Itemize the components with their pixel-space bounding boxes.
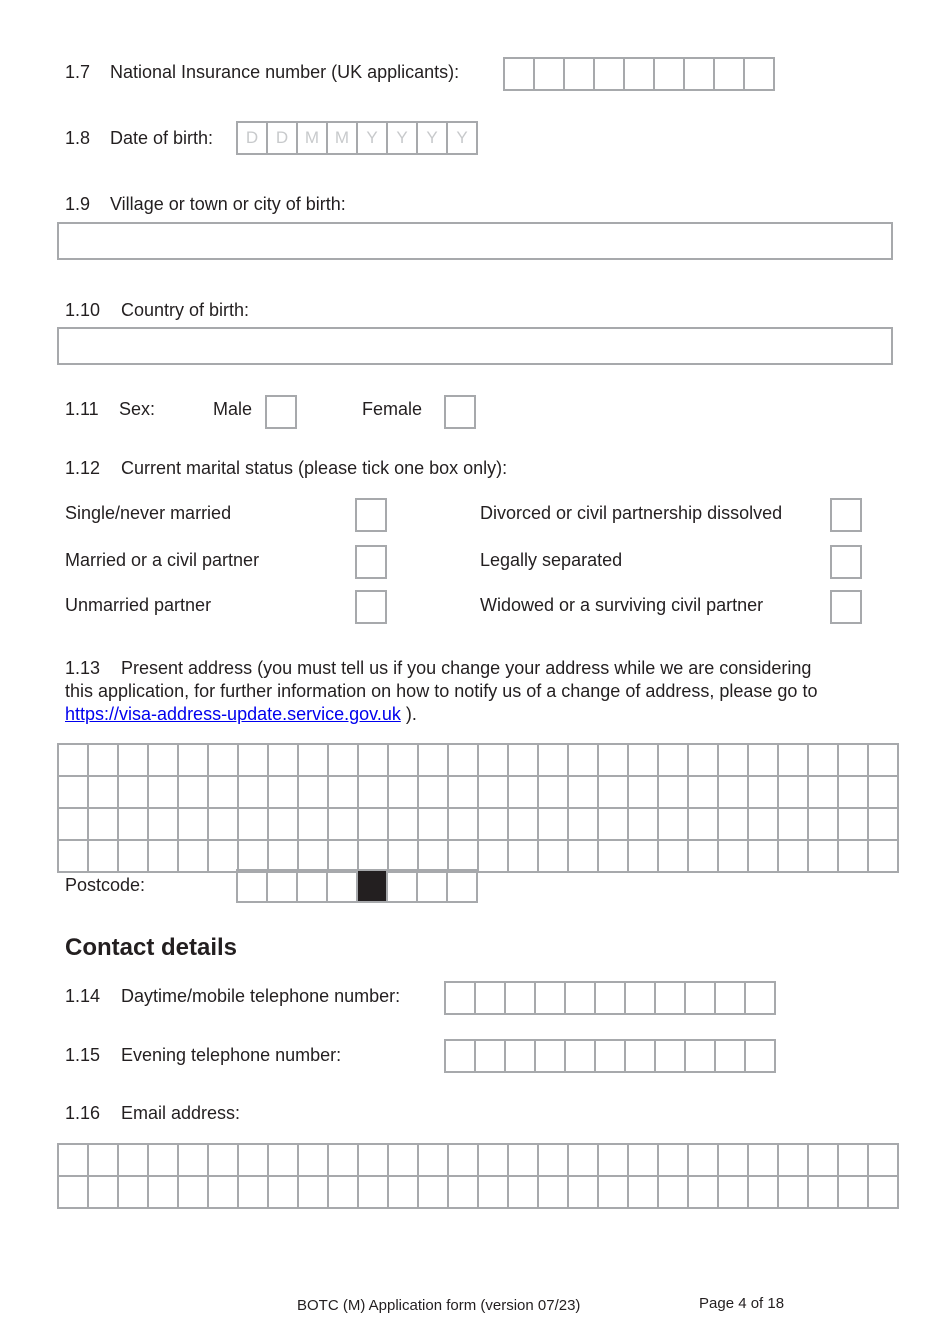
address-row-cell[interactable]: [539, 777, 569, 809]
ni-cell[interactable]: [655, 57, 685, 91]
address-row-cell[interactable]: [509, 809, 539, 841]
address-row-cell[interactable]: [629, 745, 659, 777]
email-row-cell[interactable]: [809, 1177, 839, 1209]
address-row-cell[interactable]: [149, 841, 179, 873]
address-grid[interactable]: [57, 743, 899, 873]
address-row-cell[interactable]: [89, 809, 119, 841]
email-row-cell[interactable]: [599, 1177, 629, 1209]
evening-phone-cell[interactable]: [476, 1039, 506, 1073]
address-row-cell[interactable]: [179, 777, 209, 809]
evening-phone-cell[interactable]: [716, 1039, 746, 1073]
address-row-cell[interactable]: [629, 777, 659, 809]
address-row-cell[interactable]: [569, 841, 599, 873]
email-row-cell[interactable]: [359, 1177, 389, 1209]
address-row-cell[interactable]: [419, 745, 449, 777]
address-row-cell[interactable]: [119, 841, 149, 873]
dob-day-cell[interactable]: D: [268, 121, 298, 155]
email-row-cell[interactable]: [299, 1145, 329, 1177]
male-label: Male: [213, 399, 253, 419]
address-row-cell[interactable]: [419, 777, 449, 809]
address-row-cell[interactable]: [719, 777, 749, 809]
email-row-cell[interactable]: [89, 1145, 119, 1177]
email-row-cell[interactable]: [779, 1145, 809, 1177]
email-row-cell[interactable]: [689, 1145, 719, 1177]
dob-year-cell[interactable]: Y: [418, 121, 448, 155]
address-row[interactable]: [59, 841, 899, 873]
address-row-cell[interactable]: [209, 809, 239, 841]
address-row-cell[interactable]: [869, 745, 899, 777]
email-row-cell[interactable]: [659, 1145, 689, 1177]
address-row-cell[interactable]: [569, 745, 599, 777]
address-row-cell[interactable]: [329, 777, 359, 809]
postcode-cell[interactable]: [268, 869, 298, 903]
address-row-cell[interactable]: [479, 777, 509, 809]
ni-cell[interactable]: [625, 57, 655, 91]
email-row-cell[interactable]: [869, 1177, 899, 1209]
address-update-link[interactable]: https://visa-address-update.service.gov.uk: [65, 704, 401, 724]
ni-cell[interactable]: [505, 57, 535, 91]
address-row-cell[interactable]: [269, 745, 299, 777]
address-row-cell[interactable]: [599, 809, 629, 841]
question-1-8-label: 1.8 Date of birth:: [65, 128, 214, 148]
address-row-cell[interactable]: [839, 777, 869, 809]
email-row-cell[interactable]: [839, 1177, 869, 1209]
evening-phone-input[interactable]: [444, 1039, 776, 1073]
address-row-cell[interactable]: [779, 809, 809, 841]
address-row-cell[interactable]: [749, 809, 779, 841]
address-row-cell[interactable]: [839, 745, 869, 777]
address-row-cell[interactable]: [539, 841, 569, 873]
address-row-cell[interactable]: [869, 841, 899, 873]
male-checkbox[interactable]: [265, 395, 297, 429]
email-row-cell[interactable]: [719, 1145, 749, 1177]
email-grid[interactable]: [57, 1143, 899, 1209]
postcode-cell[interactable]: [358, 869, 388, 903]
email-row-cell[interactable]: [149, 1177, 179, 1209]
female-checkbox[interactable]: [444, 395, 476, 429]
address-row-cell[interactable]: [359, 777, 389, 809]
ni-cell[interactable]: [565, 57, 595, 91]
address-row-cell[interactable]: [179, 809, 209, 841]
marital-married-checkbox[interactable]: [355, 545, 387, 579]
address-row-cell[interactable]: [599, 777, 629, 809]
address-row-cell[interactable]: [149, 777, 179, 809]
email-row-cell[interactable]: [749, 1177, 779, 1209]
dob-year-cell[interactable]: Y: [448, 121, 478, 155]
address-row-cell[interactable]: [179, 841, 209, 873]
email-row-cell[interactable]: [89, 1177, 119, 1209]
address-row-cell[interactable]: [719, 745, 749, 777]
daytime-phone-cell[interactable]: [536, 981, 566, 1015]
email-row-cell[interactable]: [359, 1145, 389, 1177]
address-row-cell[interactable]: [239, 745, 269, 777]
address-row-cell[interactable]: [539, 809, 569, 841]
address-row-cell[interactable]: [809, 777, 839, 809]
daytime-phone-cell[interactable]: [656, 981, 686, 1015]
dob-year-cell[interactable]: Y: [358, 121, 388, 155]
postcode-cell[interactable]: [418, 869, 448, 903]
email-row-cell[interactable]: [59, 1145, 89, 1177]
marital-divorced-checkbox[interactable]: [830, 498, 862, 532]
marital-married-label: Married or a civil partner: [65, 550, 260, 570]
contact-details-heading: Contact details: [65, 934, 238, 961]
email-row-cell[interactable]: [449, 1145, 479, 1177]
email-row-cell[interactable]: [419, 1145, 449, 1177]
address-row-cell[interactable]: [89, 777, 119, 809]
email-row-cell[interactable]: [539, 1145, 569, 1177]
email-row-cell[interactable]: [209, 1177, 239, 1209]
postcode-cell[interactable]: [388, 869, 418, 903]
email-row-cell[interactable]: [149, 1145, 179, 1177]
address-row-cell[interactable]: [59, 745, 89, 777]
address-row-cell[interactable]: [299, 745, 329, 777]
sex-label: Sex:: [119, 399, 156, 419]
marital-widowed-checkbox[interactable]: [830, 590, 862, 624]
ni-cell[interactable]: [745, 57, 775, 91]
email-row-cell[interactable]: [299, 1177, 329, 1209]
ni-cell[interactable]: [535, 57, 565, 91]
footer-form-name: BOTC (M) Application form (version 07/23): [297, 1297, 581, 1314]
email-row-cell[interactable]: [239, 1145, 269, 1177]
address-row-cell[interactable]: [449, 809, 479, 841]
address-row-cell[interactable]: [659, 809, 689, 841]
daytime-phone-cell[interactable]: [566, 981, 596, 1015]
dob-year-cell[interactable]: Y: [388, 121, 418, 155]
address-row-cell[interactable]: [749, 841, 779, 873]
postcode-cell[interactable]: [238, 869, 268, 903]
daytime-phone-cell[interactable]: [446, 981, 476, 1015]
address-row-cell[interactable]: [869, 809, 899, 841]
address-row-cell[interactable]: [359, 809, 389, 841]
marital-single-label: Single/never married: [65, 503, 232, 523]
address-row-cell[interactable]: [89, 841, 119, 873]
dob-day-cell[interactable]: D: [238, 121, 268, 155]
address-row-cell[interactable]: [209, 841, 239, 873]
email-row-cell[interactable]: [269, 1177, 299, 1209]
address-row-cell[interactable]: [239, 777, 269, 809]
address-row-cell[interactable]: [779, 777, 809, 809]
email-row-cell[interactable]: [839, 1145, 869, 1177]
evening-phone-cell[interactable]: [446, 1039, 476, 1073]
marital-unmarried-checkbox[interactable]: [355, 590, 387, 624]
address-row-cell[interactable]: [89, 745, 119, 777]
question-1-13-line2: this application, for further information on how to notify us of a change of address, please go to: [65, 681, 818, 701]
postcode-label: Postcode:: [65, 875, 146, 895]
address-row-cell[interactable]: [119, 809, 149, 841]
question-1-15-label: 1.15 Evening telephone number:: [65, 1045, 342, 1065]
evening-phone-cell[interactable]: [656, 1039, 686, 1073]
daytime-phone-cell[interactable]: [476, 981, 506, 1015]
address-row-cell[interactable]: [389, 777, 419, 809]
email-row-cell[interactable]: [179, 1177, 209, 1209]
ni-cell[interactable]: [685, 57, 715, 91]
question-1-16-label: 1.16 Email address:: [65, 1103, 241, 1123]
email-row-cell[interactable]: [719, 1177, 749, 1209]
evening-phone-cell[interactable]: [566, 1039, 596, 1073]
address-row-cell[interactable]: [659, 777, 689, 809]
evening-phone-cell[interactable]: [596, 1039, 626, 1073]
country-of-birth-input[interactable]: [57, 327, 893, 365]
address-row-cell[interactable]: [209, 745, 239, 777]
address-row-cell[interactable]: [59, 777, 89, 809]
address-row-cell[interactable]: [479, 809, 509, 841]
address-row-cell[interactable]: [779, 745, 809, 777]
question-1-9-label: 1.9 Village or town or city of birth:: [65, 194, 346, 214]
address-row-cell[interactable]: [359, 745, 389, 777]
email-row-cell[interactable]: [209, 1145, 239, 1177]
address-row-cell[interactable]: [599, 841, 629, 873]
email-row-cell[interactable]: [659, 1177, 689, 1209]
email-row-cell[interactable]: [599, 1145, 629, 1177]
ni-cell[interactable]: [715, 57, 745, 91]
evening-phone-cell[interactable]: [536, 1039, 566, 1073]
address-row-cell[interactable]: [629, 809, 659, 841]
ni-cell[interactable]: [595, 57, 625, 91]
address-row-cell[interactable]: [689, 777, 719, 809]
address-row-cell[interactable]: [329, 745, 359, 777]
address-row-cell[interactable]: [509, 745, 539, 777]
email-row-cell[interactable]: [509, 1177, 539, 1209]
email-row-cell[interactable]: [539, 1177, 569, 1209]
daytime-phone-input[interactable]: [444, 981, 776, 1015]
email-row-cell[interactable]: [419, 1177, 449, 1209]
address-row-cell[interactable]: [719, 841, 749, 873]
address-row-cell[interactable]: [839, 841, 869, 873]
address-row-cell[interactable]: [329, 809, 359, 841]
address-row-cell[interactable]: [539, 745, 569, 777]
question-1-13-line3: https://visa-address-update.service.gov.uk ).: [65, 704, 417, 724]
address-row-cell[interactable]: [749, 745, 779, 777]
female-label: Female: [362, 399, 423, 419]
email-row-cell[interactable]: [479, 1177, 509, 1209]
address-row-cell[interactable]: [719, 809, 749, 841]
address-row-cell[interactable]: [809, 745, 839, 777]
address-row-cell[interactable]: [749, 777, 779, 809]
address-row[interactable]: [59, 777, 899, 809]
email-row-cell[interactable]: [269, 1145, 299, 1177]
email-row-cell[interactable]: [809, 1145, 839, 1177]
address-row-cell[interactable]: [689, 841, 719, 873]
ni-number-input[interactable]: [503, 57, 775, 91]
email-row-cell[interactable]: [779, 1177, 809, 1209]
address-row-cell[interactable]: [479, 841, 509, 873]
email-row-cell[interactable]: [389, 1145, 419, 1177]
address-row[interactable]: [59, 745, 899, 777]
address-row-cell[interactable]: [689, 809, 719, 841]
address-row-cell[interactable]: [629, 841, 659, 873]
question-1-11-number: 1.11: [65, 399, 99, 419]
address-row-cell[interactable]: [779, 841, 809, 873]
address-row-cell[interactable]: [299, 809, 329, 841]
address-row-cell[interactable]: [569, 809, 599, 841]
dob-month-cell[interactable]: M: [328, 121, 358, 155]
address-row-cell[interactable]: [269, 809, 299, 841]
address-row-cell[interactable]: [299, 777, 329, 809]
daytime-phone-cell[interactable]: [626, 981, 656, 1015]
email-row-cell[interactable]: [119, 1145, 149, 1177]
evening-phone-cell[interactable]: [626, 1039, 656, 1073]
email-row-cell[interactable]: [59, 1177, 89, 1209]
postcode-cell[interactable]: [448, 869, 478, 903]
address-row-cell[interactable]: [209, 777, 239, 809]
address-row-cell[interactable]: [239, 809, 269, 841]
email-row-cell[interactable]: [449, 1177, 479, 1209]
address-row-cell[interactable]: [479, 745, 509, 777]
email-row[interactable]: [59, 1145, 899, 1177]
address-row-cell[interactable]: [179, 745, 209, 777]
address-row-cell[interactable]: [449, 745, 479, 777]
address-row-cell[interactable]: [389, 809, 419, 841]
email-row-cell[interactable]: [479, 1145, 509, 1177]
email-row-cell[interactable]: [239, 1177, 269, 1209]
dob-month-cell[interactable]: M: [298, 121, 328, 155]
evening-phone-cell[interactable]: [506, 1039, 536, 1073]
question-1-10-label: 1.10 Country of birth:: [65, 300, 250, 320]
address-row-cell[interactable]: [509, 841, 539, 873]
email-row-cell[interactable]: [869, 1145, 899, 1177]
address-row-cell[interactable]: [149, 809, 179, 841]
email-row-cell[interactable]: [119, 1177, 149, 1209]
place-of-birth-input[interactable]: [57, 222, 893, 260]
email-row-cell[interactable]: [389, 1177, 419, 1209]
marital-widowed-label: Widowed or a surviving civil partner: [480, 595, 764, 615]
address-row-cell[interactable]: [839, 809, 869, 841]
email-row[interactable]: [59, 1177, 899, 1209]
email-row-cell[interactable]: [329, 1145, 359, 1177]
address-row-cell[interactable]: [569, 777, 599, 809]
address-row-cell[interactable]: [119, 777, 149, 809]
date-of-birth-input[interactable]: [236, 121, 478, 155]
address-row-cell[interactable]: [449, 777, 479, 809]
marital-single-checkbox[interactable]: [355, 498, 387, 532]
daytime-phone-cell[interactable]: [746, 981, 776, 1015]
address-row-cell[interactable]: [599, 745, 629, 777]
address-row-cell[interactable]: [809, 809, 839, 841]
daytime-phone-cell[interactable]: [506, 981, 536, 1015]
address-row-cell[interactable]: [119, 745, 149, 777]
address-row-cell[interactable]: [389, 745, 419, 777]
daytime-phone-cell[interactable]: [596, 981, 626, 1015]
marital-separated-label: Legally separated: [480, 550, 623, 570]
daytime-phone-cell[interactable]: [686, 981, 716, 1015]
address-row-cell[interactable]: [59, 809, 89, 841]
email-row-cell[interactable]: [569, 1145, 599, 1177]
evening-phone-cell[interactable]: [686, 1039, 716, 1073]
address-row-cell[interactable]: [869, 777, 899, 809]
address-row-cell[interactable]: [509, 777, 539, 809]
postcode-cell[interactable]: [328, 869, 358, 903]
question-1-7-label: 1.7 National Insurance number (UK applicants):: [65, 62, 460, 82]
question-1-12-label: 1.12 Current marital status (please tick one box only):: [65, 458, 508, 478]
address-row-cell[interactable]: [269, 777, 299, 809]
address-row-cell[interactable]: [59, 841, 89, 873]
email-row-cell[interactable]: [509, 1145, 539, 1177]
address-row-cell[interactable]: [659, 745, 689, 777]
marital-divorced-label: Divorced or civil partnership dissolved: [480, 503, 783, 523]
email-row-cell[interactable]: [329, 1177, 359, 1209]
email-row-cell[interactable]: [179, 1145, 209, 1177]
footer-page-number: Page 4 of 18: [699, 1295, 785, 1312]
email-row-cell[interactable]: [629, 1177, 659, 1209]
marital-unmarried-label: Unmarried partner: [65, 595, 212, 615]
question-1-13-line1: 1.13 Present address (you must tell us if you change your address while we are considering: [65, 658, 812, 678]
postcode-cell[interactable]: [298, 869, 328, 903]
address-row-cell[interactable]: [659, 841, 689, 873]
email-row-cell[interactable]: [749, 1145, 779, 1177]
postcode-input[interactable]: [236, 869, 478, 903]
evening-phone-cell[interactable]: [746, 1039, 776, 1073]
marital-separated-checkbox[interactable]: [830, 545, 862, 579]
email-row-cell[interactable]: [689, 1177, 719, 1209]
address-row-cell[interactable]: [689, 745, 719, 777]
address-row[interactable]: [59, 809, 899, 841]
email-row-cell[interactable]: [629, 1145, 659, 1177]
email-row-cell[interactable]: [569, 1177, 599, 1209]
address-row-cell[interactable]: [419, 809, 449, 841]
question-1-14-label: 1.14 Daytime/mobile telephone number:: [65, 986, 401, 1006]
address-row-cell[interactable]: [809, 841, 839, 873]
address-row-cell[interactable]: [149, 745, 179, 777]
daytime-phone-cell[interactable]: [716, 981, 746, 1015]
